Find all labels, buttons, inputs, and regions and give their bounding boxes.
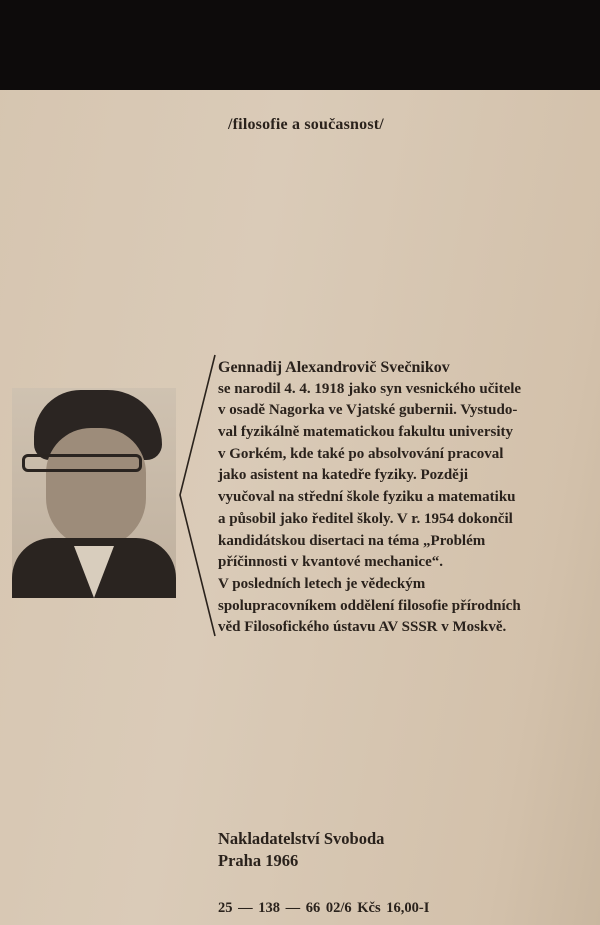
bio-line: kandidátskou disertaci na téma „Problém xyxy=(218,532,486,549)
series-title: /filosofie a současnost/ xyxy=(228,116,384,133)
author-bio xyxy=(218,357,598,639)
publisher-block xyxy=(218,828,384,872)
bio-line: a působil jako ředitel školy. V r. 1954 dokončil xyxy=(218,510,513,527)
bio-line: val fyzikálně matematickou fakultu university xyxy=(218,424,513,441)
bio-line: V posledních letech je vědeckým xyxy=(218,575,426,592)
author-name: Gennadij Alexandrovič Svečnikov xyxy=(218,359,450,376)
bio-line: jako asistent na katedře fyziky. Později xyxy=(218,467,468,484)
bio-line: se narodil 4. 4. 1918 jako syn vesnického učitele xyxy=(218,380,522,397)
bio-line: v Gorkém, kde také po absolvování pracoval xyxy=(218,445,504,462)
bio-line: v osadě Nagorka ve Vjatské gubernii. Vystudo- xyxy=(218,402,518,419)
publisher-place-year: Praha 1966 xyxy=(218,851,299,870)
publisher-name: Nakladatelství Svoboda xyxy=(218,829,385,848)
bio-line: spolupracovníkem oddělení filosofie přírodních xyxy=(218,597,521,614)
catalog-price-line: 25 — 138 — 66 02/6 Kčs 16,00-I xyxy=(218,900,430,916)
bio-line: příčinnosti v kvantové mechanice“. xyxy=(218,554,443,571)
bio-line: vyučoval na střední škole fyziku a matematiku xyxy=(218,489,516,506)
bio-line: věd Filosofického ústavu AV SSSR v Moskvě. xyxy=(218,619,507,636)
